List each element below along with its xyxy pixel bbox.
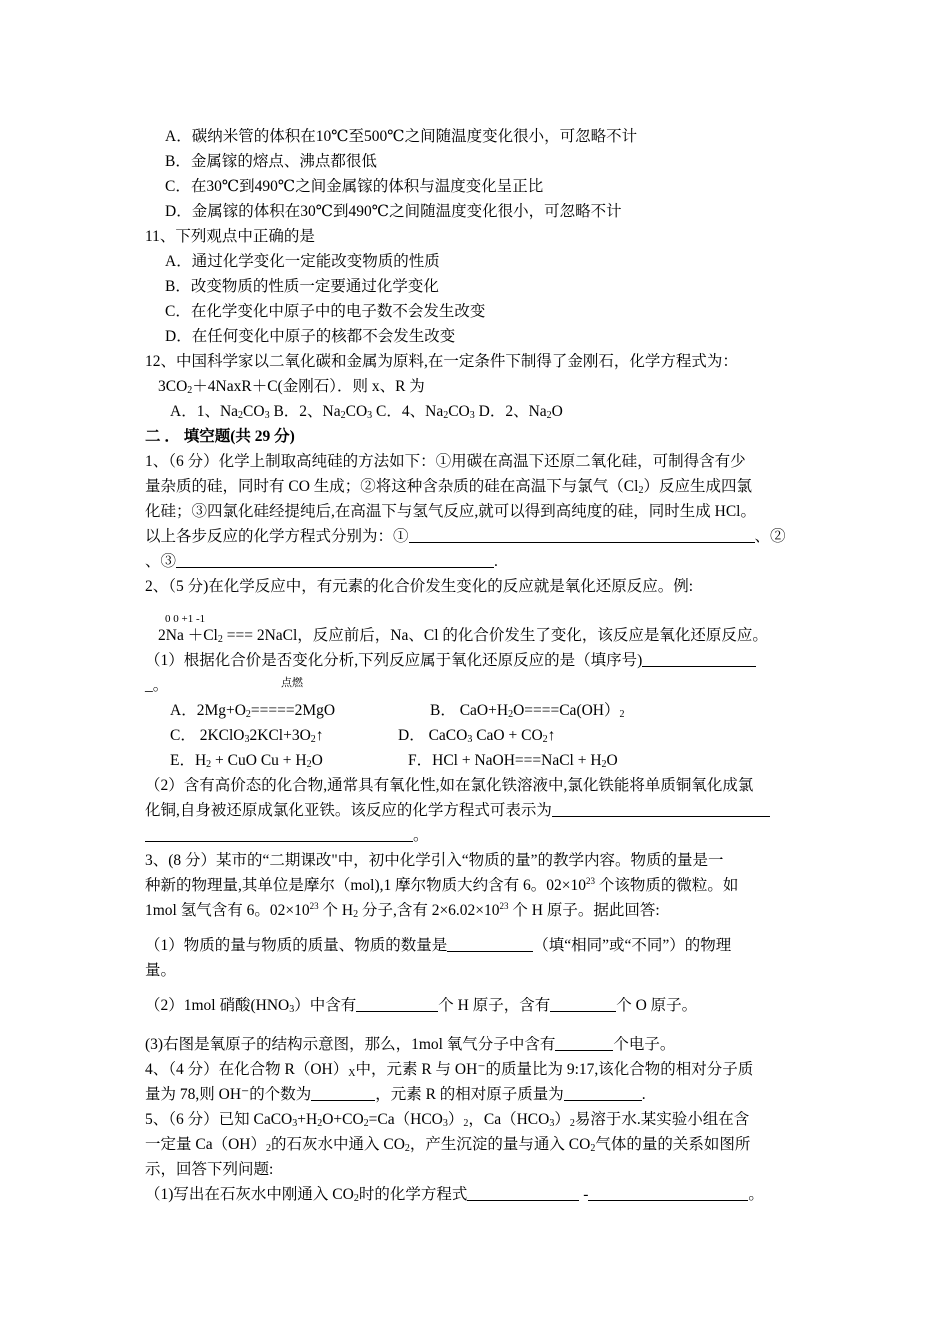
f5-line4: （1)写出在石灰水中刚通入 $CO_2$时的化学方程式 - 。 [145, 1186, 764, 1204]
f2-line7: 。 [145, 826, 429, 846]
f2-option-b: B． $CaO+H_2O====Ca(OH)_2$ [430, 702, 625, 720]
f3-q1: （1）物质的量与物质的质量、物质的数量是 （填“相同”或“不同”）的物理 [145, 937, 732, 954]
answer-blank[interactable] [356, 996, 438, 1012]
q10-option-c: C．在30℃到490℃之间金属镓的体积与温度变化呈正比 [165, 178, 544, 195]
answer-blank[interactable] [552, 801, 770, 817]
q11-stem: 11、下列观点中正确的是 [145, 228, 315, 245]
f2-line5: （2）含有高价态的化合物,通常具有氧化性,如在氯化铁溶液中,氯化铁能将单质铜氧化成氯 [145, 777, 754, 794]
q11-option-c: C．在化学变化中原子中的电子数不会发生改变 [165, 303, 486, 320]
f4-line2: 量为 78,则 OH⁻的个数为 ，元素 R 的相对原子质量为 . [145, 1086, 646, 1103]
answer-blank[interactable] [467, 1185, 579, 1201]
f1-line4: 以上各步反应的化学方程式分别为：① 、② [145, 528, 786, 545]
answer-blank[interactable] [555, 1035, 613, 1051]
f1-line3: 化硅；③四氯化硅经提纯后,在高温下与氢气反应,就可以得到高纯度的硅，同时生成 HCl。 [145, 503, 756, 520]
q11-option-d: D．在任何变化中原子的核都不会发生改变 [165, 328, 456, 345]
f2-option-d: D． CaCO$_3$ CaO + $CO_2↑$ [398, 727, 556, 745]
answer-blank[interactable] [588, 1185, 748, 1201]
f2-line1: 2、（5 分)在化学反应中，有元素的化合价发生变化的反应就是氧化还原反应。例: [145, 578, 694, 595]
valence-labels: 0 0 +1 -1 [165, 613, 206, 625]
f3-q2: （2）1mol 硝酸$(HNO_3)$中含有 个 H 原子，含有 个 O 原子。 [145, 997, 698, 1015]
ignite-condition: 点燃 [281, 677, 303, 689]
q10-option-a: A．碳纳米管的体积在10℃至500℃之间随温度变化很小，可忽略不计 [165, 128, 638, 145]
f2-line3: （1）根据化合价是否变化分析,下列反应属于氧化还原反应的是（填序号) [145, 651, 756, 671]
f5-line2: 一定量 $Ca(OH)_2$的石灰水中通入 $CO_2$，产生沉淀的量与通入 $CO_2$气体的量的关系如图所 [145, 1136, 751, 1154]
q10-option-b: B．金属镓的熔点、沸点都很低 [165, 153, 377, 170]
answer-blank[interactable] [642, 651, 756, 667]
f2-option-a: A．$2Mg+O_2=====2MgO$ [170, 702, 336, 720]
q12-equation: $3CO_2+4NaxR+C$(金刚石）．则 x、R 为 [158, 378, 425, 396]
q12-stem: 12、中国科学家以二氧化碳和金属为原料,在一定条件下制得了金刚石，化学方程式为： [145, 353, 738, 370]
f3-line2: 种新的物理量,其单位是摩尔（mol),1 摩尔物质大约含有 6。$02\times 10^{23}$ 个该物质的微粒。如 [145, 876, 739, 894]
f1-line5: 、③ . [145, 553, 498, 570]
answer-blank[interactable] [311, 1085, 375, 1101]
section-title: 二 ． 填空题(共 29 分) [145, 428, 295, 445]
q11-option-a: A．通过化学变化一定能改变物质的性质 [165, 253, 440, 270]
f4-line1: 4、（4 分）在化合物 $R(OH)_X$中，元素 R 与 OH⁻的质量比为 9:17,该化合物的相对分子质 [145, 1061, 754, 1079]
f1-line1: 1、（6 分）化学上制取高纯硅的方法如下：①用碳在高温下还原二氧化硅，可制得含有少 [145, 453, 746, 470]
answer-blank[interactable] [550, 996, 616, 1012]
f2-line6: 化铜,自身被还原成氯化亚铁。该反应的化学方程式可表示为 [145, 801, 770, 821]
answer-blank[interactable] [145, 826, 413, 842]
q10-option-d: D．金属镓的体积在30℃到490℃之间随温度变化很小，可忽略不计 [165, 203, 622, 220]
f2-option-c: C． $2KClO_32KCl+3O_2↑$ [170, 727, 324, 745]
f5-line1: 5、（6 分）已知 $CaCO_3+H_2O+CO_2=Ca(HCO_3)_2$，$Ca(HCO_3)_2$易溶于水.某实验小组在含 [145, 1111, 750, 1129]
answer-blank[interactable] [409, 527, 755, 543]
answer-blank[interactable] [176, 552, 494, 568]
f3-q3: (3)右图是氧原子的结构示意图，那么，1mol 氧气分子中含有 个电子。 [145, 1036, 676, 1053]
q12-options: A．1、$Na_2CO_3$ B．2、$Na_2CO_3$ C．4、$Na_2CO_3$ D．2、$Na_2O$ [170, 403, 563, 421]
answer-blank[interactable] [447, 936, 533, 952]
f5-line3: 示，回答下列问题: [145, 1161, 274, 1178]
f2-line2: $2Na +Cl_2$ === 2NaCl，反应前后，Na、Cl 的化合价发生了变化，该反应是氧化还原反应。 [158, 627, 768, 645]
f3-q1-cont: 量。 [145, 962, 177, 979]
f2-option-e: E．$H_2$ + CuO $Cu + H_2O$ [170, 752, 323, 770]
f3-line3: 1mol 氢气含有 6。$02\times 10^{23}$ 个 $H_2$ 分子,含有 $2\times 6.02\times 10^{23}$ 个 H 原子。据此回答: [145, 901, 660, 920]
f2-line4: _。 [145, 677, 169, 694]
f3-line1: 3、(8 分）某市的“二期课改"中，初中化学引入“物质的量”的教学内容。物质的量是一 [145, 852, 724, 869]
q11-option-b: B．改变物质的性质一定要通过化学变化 [165, 278, 439, 295]
answer-blank[interactable] [564, 1085, 642, 1101]
f1-line2: 量杂质的硅，同时有 CO 生成；②将这种含杂质的硅在高温下与氯气$(Cl_2)$反应生成四氯 [145, 478, 752, 496]
f2-option-f: F．HCl + NaOH===NaCl + $H_2O$ [408, 752, 618, 770]
